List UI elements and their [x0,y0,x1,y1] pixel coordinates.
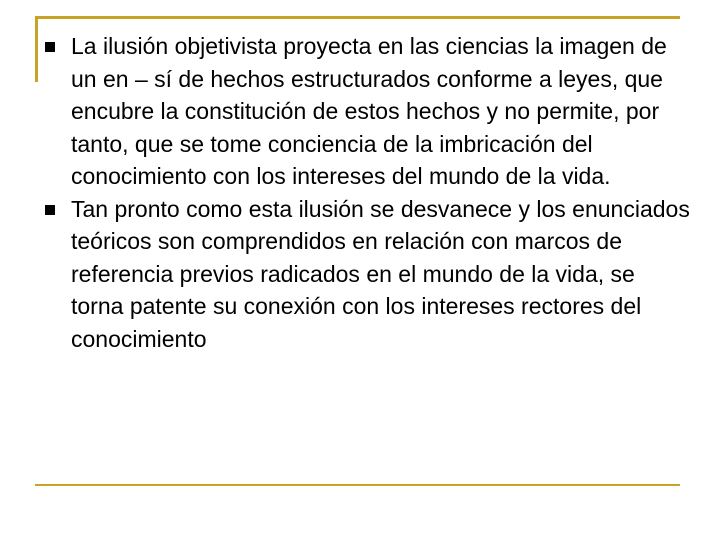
bullet-text-1: La ilusión objetivista proyecta en las ciencias la imagen de un en – sí de hechos estructurados conforme a leyes, que encubre la constitución de estos hechos y no permite, por tanto, que se tome conciencia de la imbricación del conocimiento con los intereses del mundo de la vida. [71,33,667,189]
slide-content [40,30,690,355]
bullet-item-1 [40,30,690,193]
frame-left-line [35,16,38,82]
square-bullet-icon [45,42,55,52]
square-bullet-icon [45,205,55,215]
frame-top-line [35,16,680,19]
bullet-item-2 [40,193,690,356]
frame-bottom-line [35,484,680,486]
bullet-text-2: Tan pronto como esta ilusión se desvanece y los enunciados teóricos son comprendidos en relación con marcos de referencia previos radicados en el mundo de la vida, se torna patente su conexión con los intereses rectores del conocimiento [71,195,690,352]
